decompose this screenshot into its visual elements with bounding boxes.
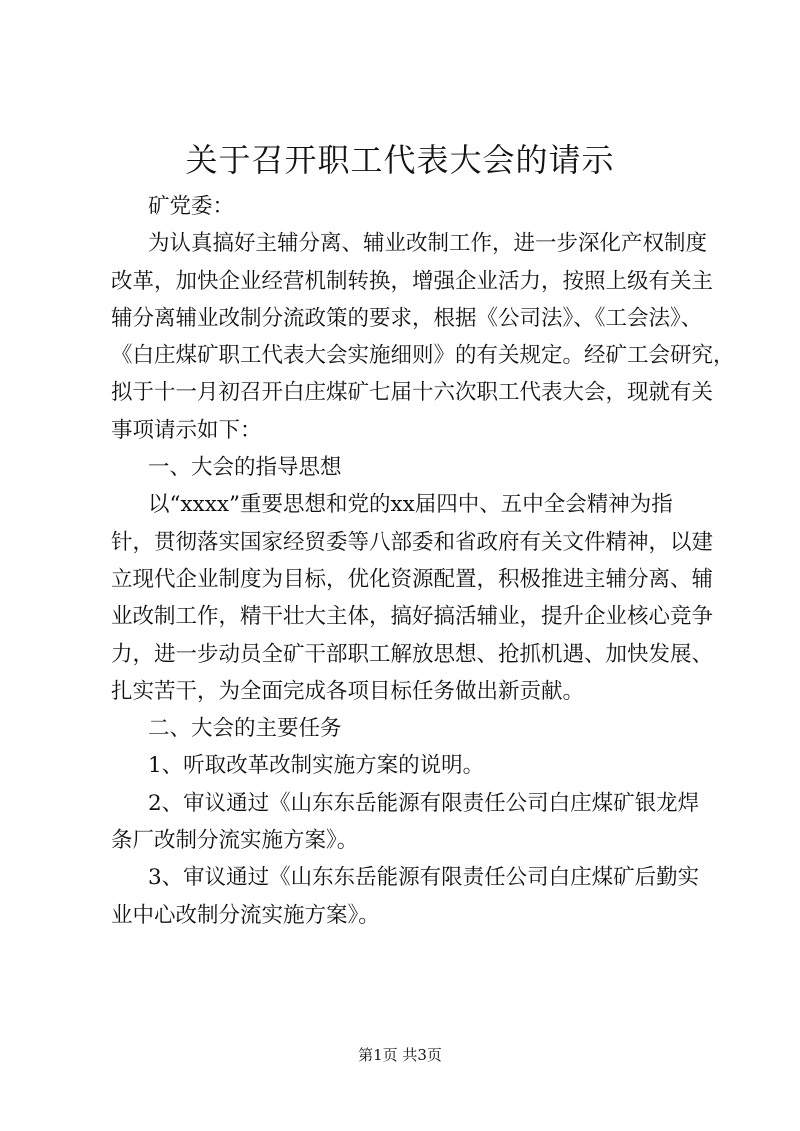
salutation: 矿党委： (148, 194, 235, 219)
section-heading: 二、大会的主要任务 (148, 716, 342, 742)
paragraph-line: 力，进一步动员全矿干部职工解放思想、抢抓机遇、加快发展、 (111, 641, 714, 667)
paragraph-line: 事项请示如下： (111, 417, 262, 443)
paragraph-line: 业改制工作，精干壮大主体，搞好搞活辅业，提升企业核心竞争 (111, 604, 714, 630)
paragraph-line: 拟于十一月初召开白庄煤矿七届十六次职工代表大会，现就有关 (111, 380, 714, 406)
list-item-continuation: 条厂改制分流实施方案》。 (111, 828, 359, 854)
paragraph-line: 针，贯彻落实国家经贸委等八部委和省政府有关文件精神，以建 (111, 529, 714, 555)
list-item-continuation: 业中心改制分流实施方案》。 (111, 902, 380, 928)
list-item: 3、审议通过《山东东岳能源有限责任公司白庄煤矿后勤实 (148, 865, 700, 891)
paragraph-line: 为认真搞好主辅分离、辅业改制工作，进一步深化产权制度 (148, 231, 708, 257)
paragraph-line: 《白庄煤矿职工代表大会实施细则》的有关规定。经矿工会研究， (111, 343, 735, 369)
document-body (111, 188, 735, 934)
paragraph-line: 立现代企业制度为目标，优化资源配置，积极推进主辅分离、辅 (111, 566, 714, 592)
paragraph-line: 辅分离辅业改制分流政策的要求，根据《公司法》、《工会法》、 (111, 305, 703, 331)
page-footer: 第1页 共3页 (358, 1046, 442, 1064)
paragraph-line: 以“xxxx”重要思想和党的xx届四中、五中全会精神为指 (148, 492, 673, 518)
section-heading: 一、大会的指导思想 (148, 455, 342, 481)
document-title: 关于召开职工代表大会的请示 (185, 141, 615, 179)
list-item: 1、听取改革改制实施方案的说明。 (148, 753, 485, 779)
paragraph-line: 改革，加快企业经营机制转换，增强企业活力，按照上级有关主 (111, 268, 714, 294)
list-item: 2、审议通过《山东东岳能源有限责任公司白庄煤矿银龙焊 (148, 790, 700, 816)
paragraph-line: 扎实苦干，为全面完成各项目标任务做出新贡献。 (111, 678, 585, 704)
